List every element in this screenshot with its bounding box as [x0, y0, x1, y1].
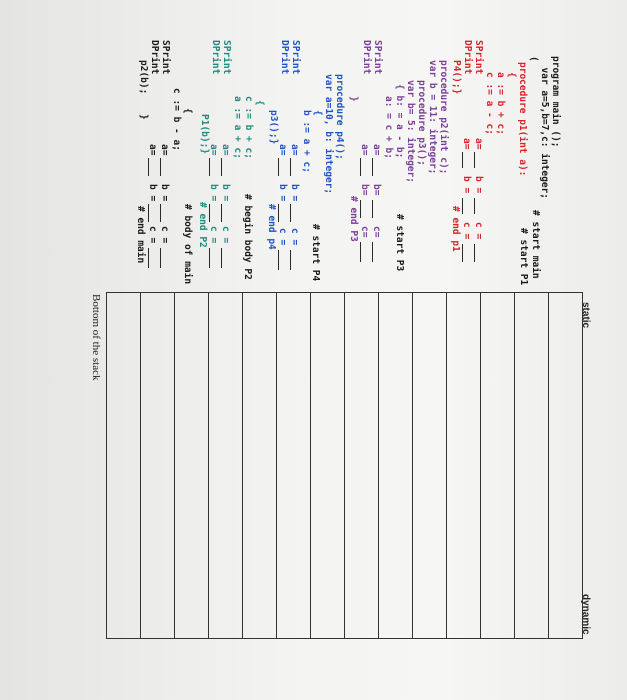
p3-b-blank-1: [372, 200, 373, 218]
p4-header: procedure p4();: [334, 74, 345, 160]
p4-var: var a=10, b: integer;: [323, 74, 334, 195]
p2-body-stmt1: c := b + c;: [243, 96, 254, 159]
p2-body-sprint: SPrint: [221, 40, 232, 75]
p1-stmt2: c := a - c;: [484, 72, 495, 135]
p1-b-label-2: b =: [461, 176, 472, 194]
static-header: static: [580, 302, 591, 329]
main-sprint: SPrint: [160, 40, 171, 75]
p4-brace: {: [312, 110, 323, 116]
stack-frame-box: [140, 292, 175, 639]
p1-c-blank-2: [462, 244, 463, 262]
p3-a-label-2: a=: [359, 144, 370, 156]
p1-c-label-2: c =: [461, 222, 472, 240]
p4-a-blank-2: [278, 158, 279, 176]
stack-frame-box: [174, 292, 209, 639]
stack-frame-box: [446, 292, 481, 639]
p2-b-blank-1: [221, 204, 222, 222]
p3-c-blank-1: [372, 242, 373, 262]
p4-a-blank-1: [290, 158, 291, 176]
p3-comment-end: # end P3: [348, 196, 359, 242]
main-a-label-1: a=: [159, 144, 170, 156]
p3-dprint: DPrint: [361, 40, 372, 75]
main-stmt1: c := b - a;: [171, 88, 182, 151]
p3-a-blank-2: [360, 158, 361, 176]
p1-header: procedure p1(int a):: [517, 62, 528, 177]
main-c-label-1: c =: [159, 226, 170, 244]
p3-var: var b= 5: integer;: [405, 80, 416, 183]
p3-c-blank-2: [360, 242, 361, 262]
p4-sprint: SPrint: [290, 40, 301, 75]
p4-a-label-1: a=: [289, 144, 300, 156]
p2-b-label-2: b =: [208, 184, 219, 202]
p3-close: }: [348, 96, 359, 102]
p3-stmt1: { b: = a - b;: [394, 84, 405, 159]
p1-call-p4: P4();}: [451, 60, 462, 95]
p1-comment-end: # end p1: [450, 206, 461, 252]
p2-body-dprint: DPrint: [210, 40, 221, 75]
p4-c-label-2: c =: [277, 228, 288, 246]
p1-a-label-2: a=: [461, 138, 472, 150]
main-comment-body: # body of main: [182, 204, 193, 285]
p4-c-label-1: c =: [289, 228, 300, 246]
main-brace-close: }: [138, 114, 149, 120]
main-comment-end: # end main: [135, 206, 146, 264]
main-c-blank-1: [160, 248, 161, 268]
p2-body-call-p1: P1(b);}: [199, 114, 210, 155]
p4-c-blank-2: [278, 250, 279, 270]
p2-b-label-1: b =: [220, 184, 231, 202]
p3-a-label-1: a=: [371, 144, 382, 156]
main-c-blank-2: [148, 248, 149, 268]
stack-frame-box: [208, 292, 243, 639]
p3-c-label-1: c=: [371, 226, 382, 238]
p2-c-label-1: c =: [220, 226, 231, 244]
p2-a-label-1: a=: [220, 144, 231, 156]
main-a-label-2: a=: [147, 144, 158, 156]
p1-b-blank-1: [474, 198, 475, 214]
p1-sprint: SPrint: [473, 40, 484, 75]
p3-b-blank-2: [360, 200, 361, 218]
p2-a-label-2: a=: [208, 144, 219, 156]
p1-a-blank-1: [474, 152, 475, 168]
stack-frame-box: [276, 292, 311, 639]
stack-frame-box: [106, 292, 141, 639]
main-call-p2: p2(b);: [138, 60, 149, 95]
p3-sprint: SPrint: [372, 40, 383, 75]
p4-b-label-1: b =: [289, 184, 300, 202]
p1-b-label-1: b =: [473, 176, 484, 194]
open-brace-main: (: [528, 56, 539, 62]
p3-header: procedure p3();: [416, 80, 427, 166]
stack-frame-box: [412, 292, 447, 639]
p1-c-label-1: c =: [473, 222, 484, 240]
p1-brace: {: [506, 72, 517, 78]
bottom-of-stack-label: Bottom of the stack: [90, 294, 102, 381]
stack-frame-box: [378, 292, 413, 639]
p2-header: procedure p2(int c);: [438, 60, 449, 175]
p2-var: var b = 11: integer;: [427, 60, 438, 175]
p1-dprint: DPrint: [462, 40, 473, 75]
p3-b-label-2: b=: [359, 184, 370, 196]
p4-b-blank-2: [278, 204, 279, 222]
main-a-blank-1: [160, 158, 161, 176]
p3-stmt2: a: = c + b;: [383, 96, 394, 159]
p2-c-blank-2: [209, 248, 210, 268]
main-body-brace: {: [182, 108, 193, 114]
p1-a-blank-2: [462, 152, 463, 168]
p2-c-blank-1: [221, 248, 222, 268]
main-b-label-2: b =: [147, 184, 158, 202]
p2-a-blank-2: [209, 158, 210, 176]
vars-line: var a=5,b=7,c: integer;: [539, 56, 550, 199]
p1-a-label-1: a=: [473, 138, 484, 150]
p4-b-blank-1: [290, 204, 291, 222]
comment-start-main: # start main: [530, 210, 541, 279]
main-b-blank-1: [160, 204, 161, 222]
p2-body-stmt2: a := a + c;: [232, 96, 243, 159]
p4-b-label-2: b =: [277, 184, 288, 202]
p2-comment-begin: # begin body P2: [242, 194, 253, 280]
p4-stmt1: b := a + c;: [301, 110, 312, 173]
p3-a-blank-1: [372, 158, 373, 176]
dynamic-header: dynamic: [580, 594, 591, 635]
stack-frame-box: [310, 292, 345, 639]
p4-comment-end: # end p4: [266, 204, 277, 250]
p1-stmt1: a := b + c;: [495, 72, 506, 135]
p4-dprint: DPrint: [279, 40, 290, 75]
stack-frame-box: [548, 292, 583, 639]
p1-b-blank-2: [462, 198, 463, 214]
p3-b-label-1: b=: [371, 184, 382, 196]
p1-comment-start: # start P1: [518, 228, 529, 286]
p1-c-blank-1: [474, 244, 475, 262]
stack-frame-box: [242, 292, 277, 639]
p3-c-label-2: c=: [359, 226, 370, 238]
main-a-blank-2: [148, 158, 149, 176]
p2-c-label-2: c =: [208, 226, 219, 244]
p2-a-blank-1: [221, 158, 222, 176]
p4-c-blank-1: [290, 250, 291, 270]
p2-body-brace: {: [254, 100, 265, 106]
p4-call-p3: p3();}: [268, 110, 279, 145]
main-c-label-2: c =: [147, 226, 158, 244]
main-b-label-1: b =: [159, 184, 170, 202]
program-line: program main ();: [550, 56, 561, 148]
p3-comment-start: # start P3: [394, 214, 405, 272]
p2-comment-end: # end P2: [197, 202, 208, 248]
stack-frame-box: [480, 292, 515, 639]
stack-frame-box: [514, 292, 549, 639]
main-b-blank-2: [148, 204, 149, 222]
stack-frame-box: [344, 292, 379, 639]
p4-a-label-2: a=: [277, 144, 288, 156]
p2-b-blank-2: [209, 204, 210, 222]
p4-comment-start: # start P4: [310, 224, 321, 282]
main-dprint: DPrint: [149, 40, 160, 75]
